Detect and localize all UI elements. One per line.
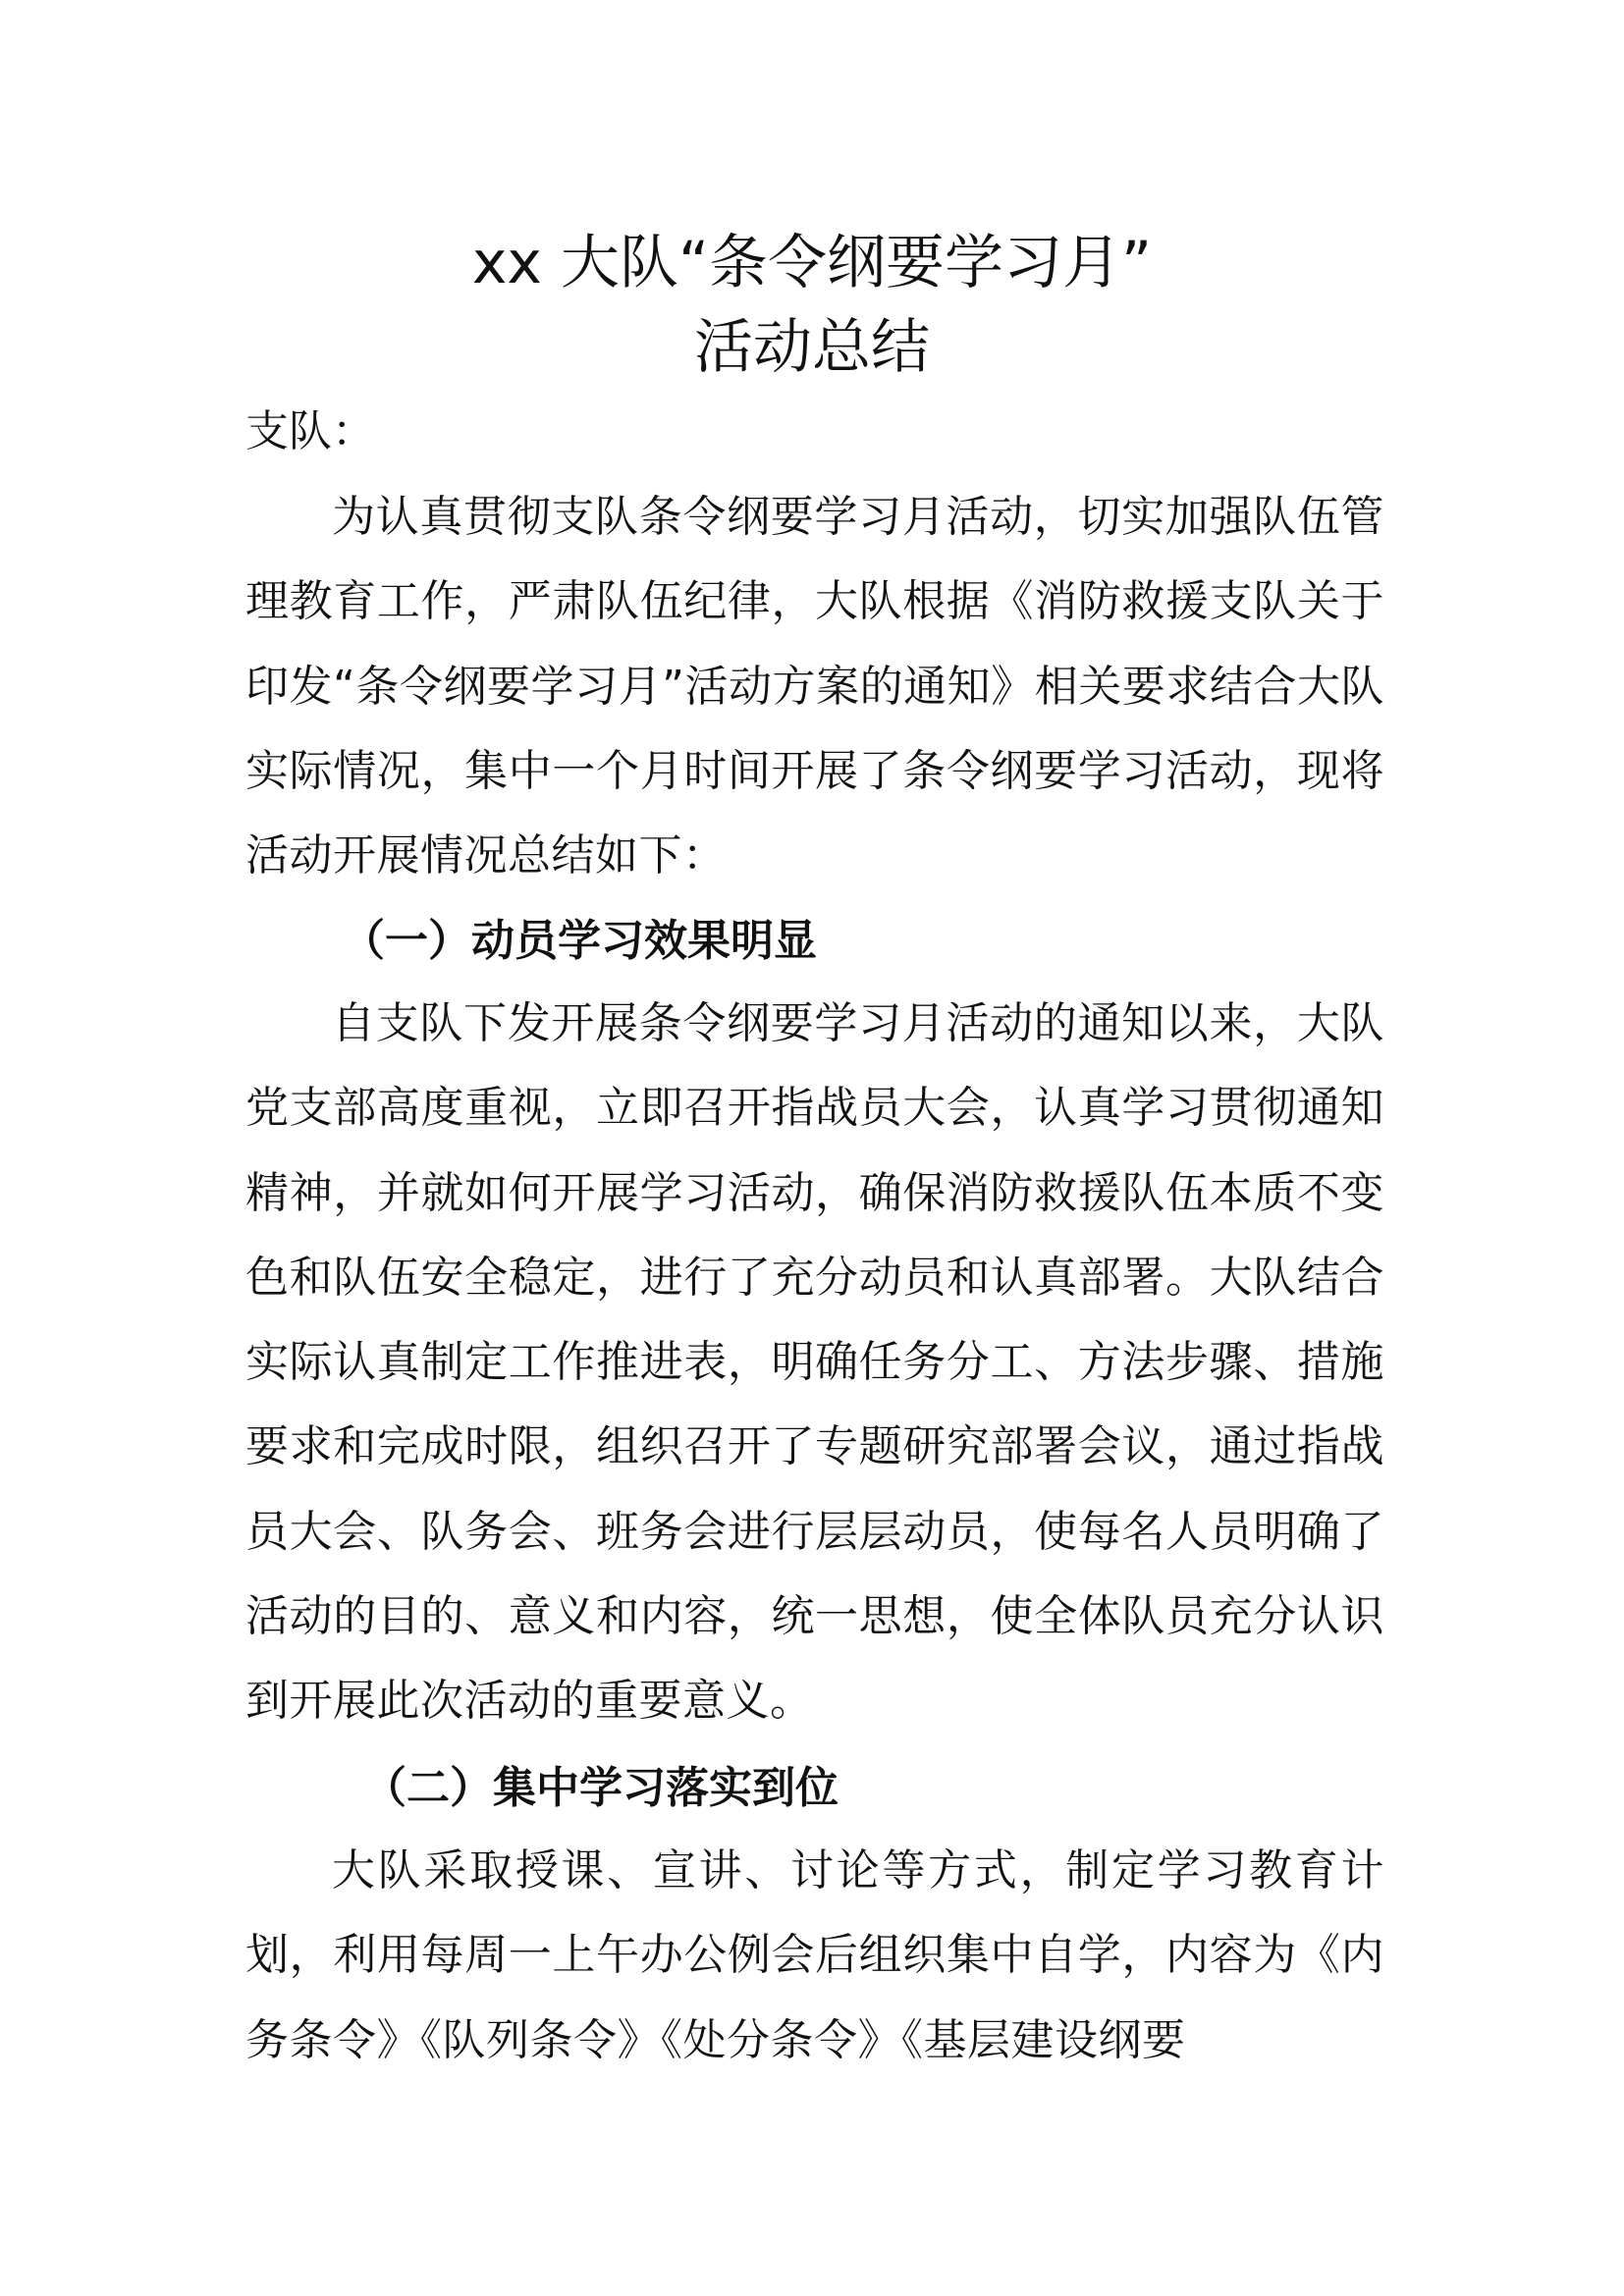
section-heading-1: （一）动员学习效果明显 [342, 916, 817, 966]
document-subtitle: 活动总结 [694, 313, 930, 382]
section-2-paragraph: 大队采取授课、宣讲、讨论等方式，制定学习教育计划，利用每周一上午办公例会后组织集中自学，内容为《内务条令》《队列条令》《处分条令》《基层建设纲要 [245, 1845, 1384, 2065]
salutation: 支队： [245, 406, 375, 456]
intro-paragraph: 为认真贯彻支队条令纲要学习月活动，切实加强队伍管理教育工作，严肃队伍纪律，大队根据《消防救援支队关于印发“条令纲要学习月”活动方案的通知》相关要求结合大队实际情况，集中一个月时间开展了条令纲要学习活动，现将活动开展情况总结如下： [245, 492, 1384, 881]
document-title: xx 大队“条令纲要学习月” [471, 229, 1153, 297]
section-heading-2: （二）集中学习落实到位 [363, 1763, 839, 1813]
section-1-paragraph: 自支队下发开展条令纲要学习月活动的通知以来，大队党支部高度重视，立即召开指战员大会，认真学习贯彻通知精神，并就如何开展学习活动，确保消防救援队伍本质不变色和队伍安全稳定，进行了充分动员和认真部署。大队结合实际认真制定工作推进表，明确任务分工、方法步骤、措施要求和完成时限，组织召开了专题研究部署会议，通过指战员大会、队务会、班务会进行层层动员，使每名人员明确了活动的目的、意义和内容，统一思想，使全体队员充分认识到开展此次活动的重要意义。 [245, 998, 1384, 1727]
